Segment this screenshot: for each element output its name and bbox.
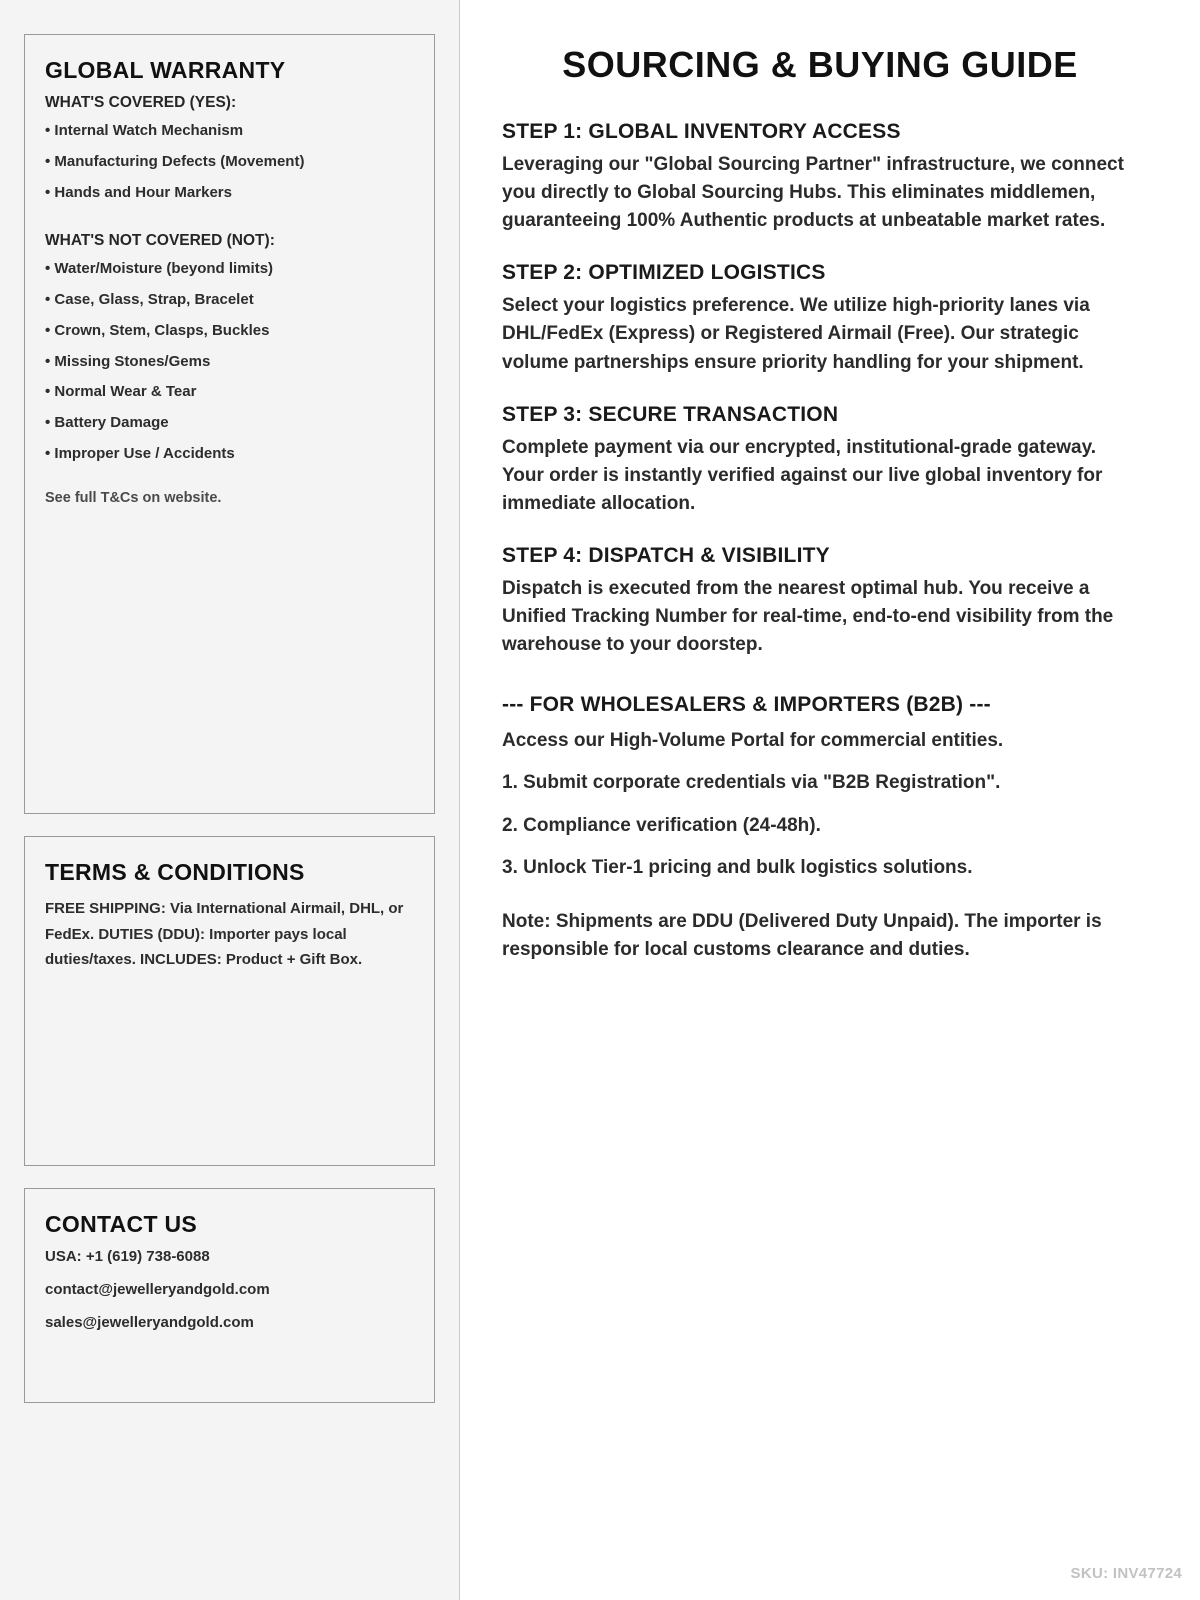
terms-body: FREE SHIPPING: Via International Airmail, DHL, or FedEx. DUTIES (DDU): Importer pays local duties/taxes. INCLUDES: Product + Gift Box. (45, 900, 404, 968)
step-body: Select your logistics preference. We utilize high-priority lanes via DHL/FedEx (Express) or Registered Airmail (Free). Our strategic volume partnerships ensure priority handling for your shipment. (502, 295, 1090, 373)
guide-step-4 (502, 544, 1138, 659)
list-item: • Hands and Hour Markers (45, 183, 232, 201)
warranty-not-covered-heading: WHAT'S NOT COVERED (NOT): (45, 232, 275, 250)
list-item: • Internal Watch Mechanism (45, 122, 244, 139)
step-body: Complete payment via our encrypted, institutional-grade gateway. Your order is instantly verified against our live global inventory for immediate allocation. (502, 436, 1103, 514)
page-title: SOURCING & BUYING GUIDE (562, 44, 1078, 85)
step-body: Dispatch is executed from the nearest optimal hub. You receive a Unified Tracking Number for real-time, end-to-end visibility from the warehouse to your doorstep. (502, 577, 1114, 656)
step-body: Leveraging our "Global Sourcing Partner" infrastructure, we connect you directly to Global Sourcing Hubs. This eliminates middlemen, guaranteeing 100% Authentic products at unbeatable market rates. (502, 154, 1124, 232)
main-content (460, 0, 1200, 1600)
contact-title: CONTACT US (45, 1211, 198, 1237)
terms-title: TERMS & CONDITIONS (45, 859, 305, 885)
list-item: • Crown, Stem, Clasps, Buckles (45, 321, 270, 339)
list-item: • Missing Stones/Gems (45, 352, 211, 370)
b2b-ddu-note: Note: Shipments are DDU (Delivered Duty Unpaid). The importer is responsible for local customs clearance and duties. (502, 910, 1102, 960)
contact-phone: USA: +1 (619) 738-6088 (45, 1248, 210, 1265)
b2b-heading: --- FOR WHOLESALERS & IMPORTERS (B2B) --- (502, 693, 991, 717)
warranty-title: GLOBAL WARRANTY (45, 57, 286, 83)
b2b-step: 3. Unlock Tier-1 pricing and bulk logistics solutions. (502, 856, 973, 878)
list-item: • Improper Use / Accidents (45, 444, 235, 462)
contact-us-card (24, 1188, 435, 1403)
global-warranty-card (24, 34, 435, 814)
step-heading: STEP 3: SECURE TRANSACTION (502, 402, 839, 426)
b2b-step: 1. Submit corporate credentials via "B2B Registration". (502, 772, 1001, 794)
warranty-covered-heading: WHAT'S COVERED (YES): (45, 94, 237, 111)
list-item: • Battery Damage (45, 414, 169, 431)
warranty-terms-note: See full T&Cs on website. (45, 489, 222, 506)
contact-email-sales: sales@jewelleryandgold.com (45, 1314, 254, 1331)
guide-step-2 (502, 261, 1138, 376)
b2b-step: 2. Compliance verification (24-48h). (502, 814, 821, 836)
sku-label: SKU: INV47724 (1070, 1565, 1182, 1582)
terms-conditions-card (24, 836, 435, 1166)
contact-email-primary: contact@jewelleryandgold.com (45, 1281, 270, 1298)
list-item: • Manufacturing Defects (Movement) (45, 152, 305, 170)
step-heading: STEP 4: DISPATCH & VISIBILITY (502, 543, 830, 567)
b2b-section (502, 693, 1138, 964)
step-heading: STEP 1: GLOBAL INVENTORY ACCESS (502, 120, 901, 143)
list-item: • Case, Glass, Strap, Bracelet (45, 291, 254, 308)
guide-step-1 (502, 120, 1138, 235)
left-sidebar (0, 0, 460, 1600)
step-heading: STEP 2: OPTIMIZED LOGISTICS (502, 261, 826, 285)
list-item: • Normal Wear & Tear (45, 383, 197, 401)
guide-step-3 (502, 403, 1138, 518)
b2b-intro: Access our High-Volume Portal for commercial entities. (502, 730, 1004, 752)
list-item: • Water/Moisture (beyond limits) (45, 260, 274, 278)
